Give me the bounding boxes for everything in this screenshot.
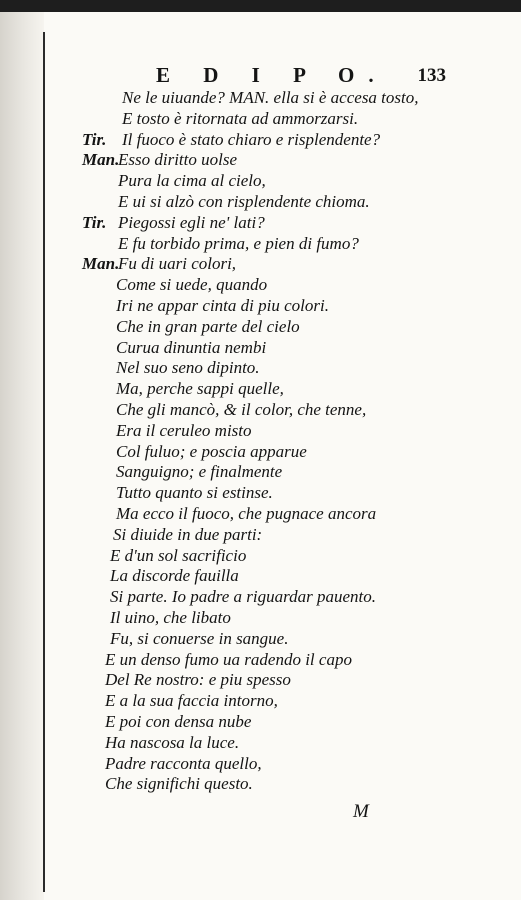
verse-line (0, 566, 521, 588)
page-header (156, 63, 446, 89)
verse-text: Si diuide in due parti: (113, 524, 263, 544)
verse-text: Che in gran parte del cielo (116, 316, 300, 336)
verse-text: Era il ceruleo misto (116, 420, 252, 440)
verse-line (0, 109, 521, 131)
verse-text: Ha nascosa la luce. (105, 732, 240, 752)
verse-line (0, 483, 521, 505)
verse-text: Pura la cima al cielo, (118, 171, 266, 191)
speaker-label: Tir. (82, 129, 107, 149)
verse-line (0, 358, 521, 380)
verse-text: Come si uede, quando (116, 275, 268, 295)
verse-text: Nel suo seno dipinto. (116, 358, 260, 378)
verse-text: Curua dinuntia nembi (116, 337, 267, 357)
verse-text: E a la sua faccia intorno, (105, 691, 278, 711)
verse-text: Sanguigno; e finalmente (116, 462, 283, 482)
verse-text: Il uino, che libato (110, 608, 231, 627)
verse-line (0, 587, 521, 609)
verse-text: Ma, perche sappi quelle, (116, 379, 284, 399)
verse-text: E un denso fumo ua radendo il capo (105, 649, 352, 669)
verse-line (0, 150, 521, 172)
verse-text: E tosto è ritornata ad ammorzarsi. (122, 108, 359, 128)
verse-line (0, 691, 521, 713)
verse-line (0, 317, 521, 339)
verse-text: Piegossi egli ne' lati? (118, 212, 265, 232)
verse-text: Fu di uari colori, (118, 254, 237, 274)
verse-line (0, 254, 521, 276)
verse-text: Col fuluo; e poscia apparue (116, 441, 307, 461)
verse-line (0, 213, 521, 235)
verse-line (0, 421, 521, 443)
verse-text: E fu torbido prima, e pien di fumo? (118, 233, 359, 253)
verse-line (0, 338, 521, 360)
verse-line (0, 629, 521, 651)
verse-line (0, 774, 521, 796)
scan-top-border (0, 0, 521, 12)
verse-line (0, 670, 521, 692)
verse-line (0, 504, 521, 526)
verse-text: E d'un sol sacrificio (110, 545, 247, 565)
verse-line (0, 525, 521, 547)
speaker-label: Tir. (82, 212, 107, 232)
verse-text: Iri ne appar cinta di piu colori. (116, 296, 329, 315)
verse-line (0, 608, 521, 630)
verse-text: Il fuoco è stato chiaro e risplendente? (122, 129, 381, 149)
verse-text: Ne le uiuande? MAN. ella si è accesa tosto, (122, 88, 419, 107)
page-number: 133 (417, 65, 446, 86)
verse-text: Padre racconta quello, (105, 753, 262, 773)
verse-line (0, 733, 521, 755)
running-title: E D I P O. (156, 63, 388, 87)
verse-line (0, 754, 521, 776)
verse-line (0, 234, 521, 256)
speaker-label: Man. (82, 150, 120, 170)
verse-line (0, 171, 521, 193)
verse-line (0, 88, 521, 110)
verse-text: Che significhi questo. (105, 774, 253, 794)
verse-line (0, 275, 521, 297)
verse-text: E poi con densa nube (105, 712, 252, 731)
speaker-label: Man. (82, 254, 120, 274)
verse-text: Fu, si conuerse in sangue. (110, 628, 289, 648)
verse-line (0, 400, 521, 422)
verse-line (0, 379, 521, 401)
verse-line (0, 296, 521, 318)
verse-line (0, 546, 521, 568)
verse-text: Ma ecco il fuoco, che pugnace ancora (116, 504, 377, 523)
verse-text: Tutto quanto si estinse. (116, 483, 273, 503)
verse-text: Che gli mancò, & il color, che tenne, (116, 400, 367, 419)
verse-line (0, 192, 521, 214)
verse-line (0, 462, 521, 484)
verse-line (0, 442, 521, 464)
verse-text: La discorde fauilla (110, 566, 239, 586)
verse-text: Del Re nostro: e piu spesso (105, 670, 291, 690)
verse-text: Esso diritto uolse (118, 150, 238, 170)
verse-line (0, 712, 521, 734)
verse-line (0, 650, 521, 672)
verse-text: Si parte. Io padre a riguardar pauento. (110, 587, 377, 607)
verse-text: E ui si alzò con risplendente chioma. (118, 192, 370, 211)
verse-line (0, 130, 521, 152)
catchword: M (353, 801, 369, 822)
